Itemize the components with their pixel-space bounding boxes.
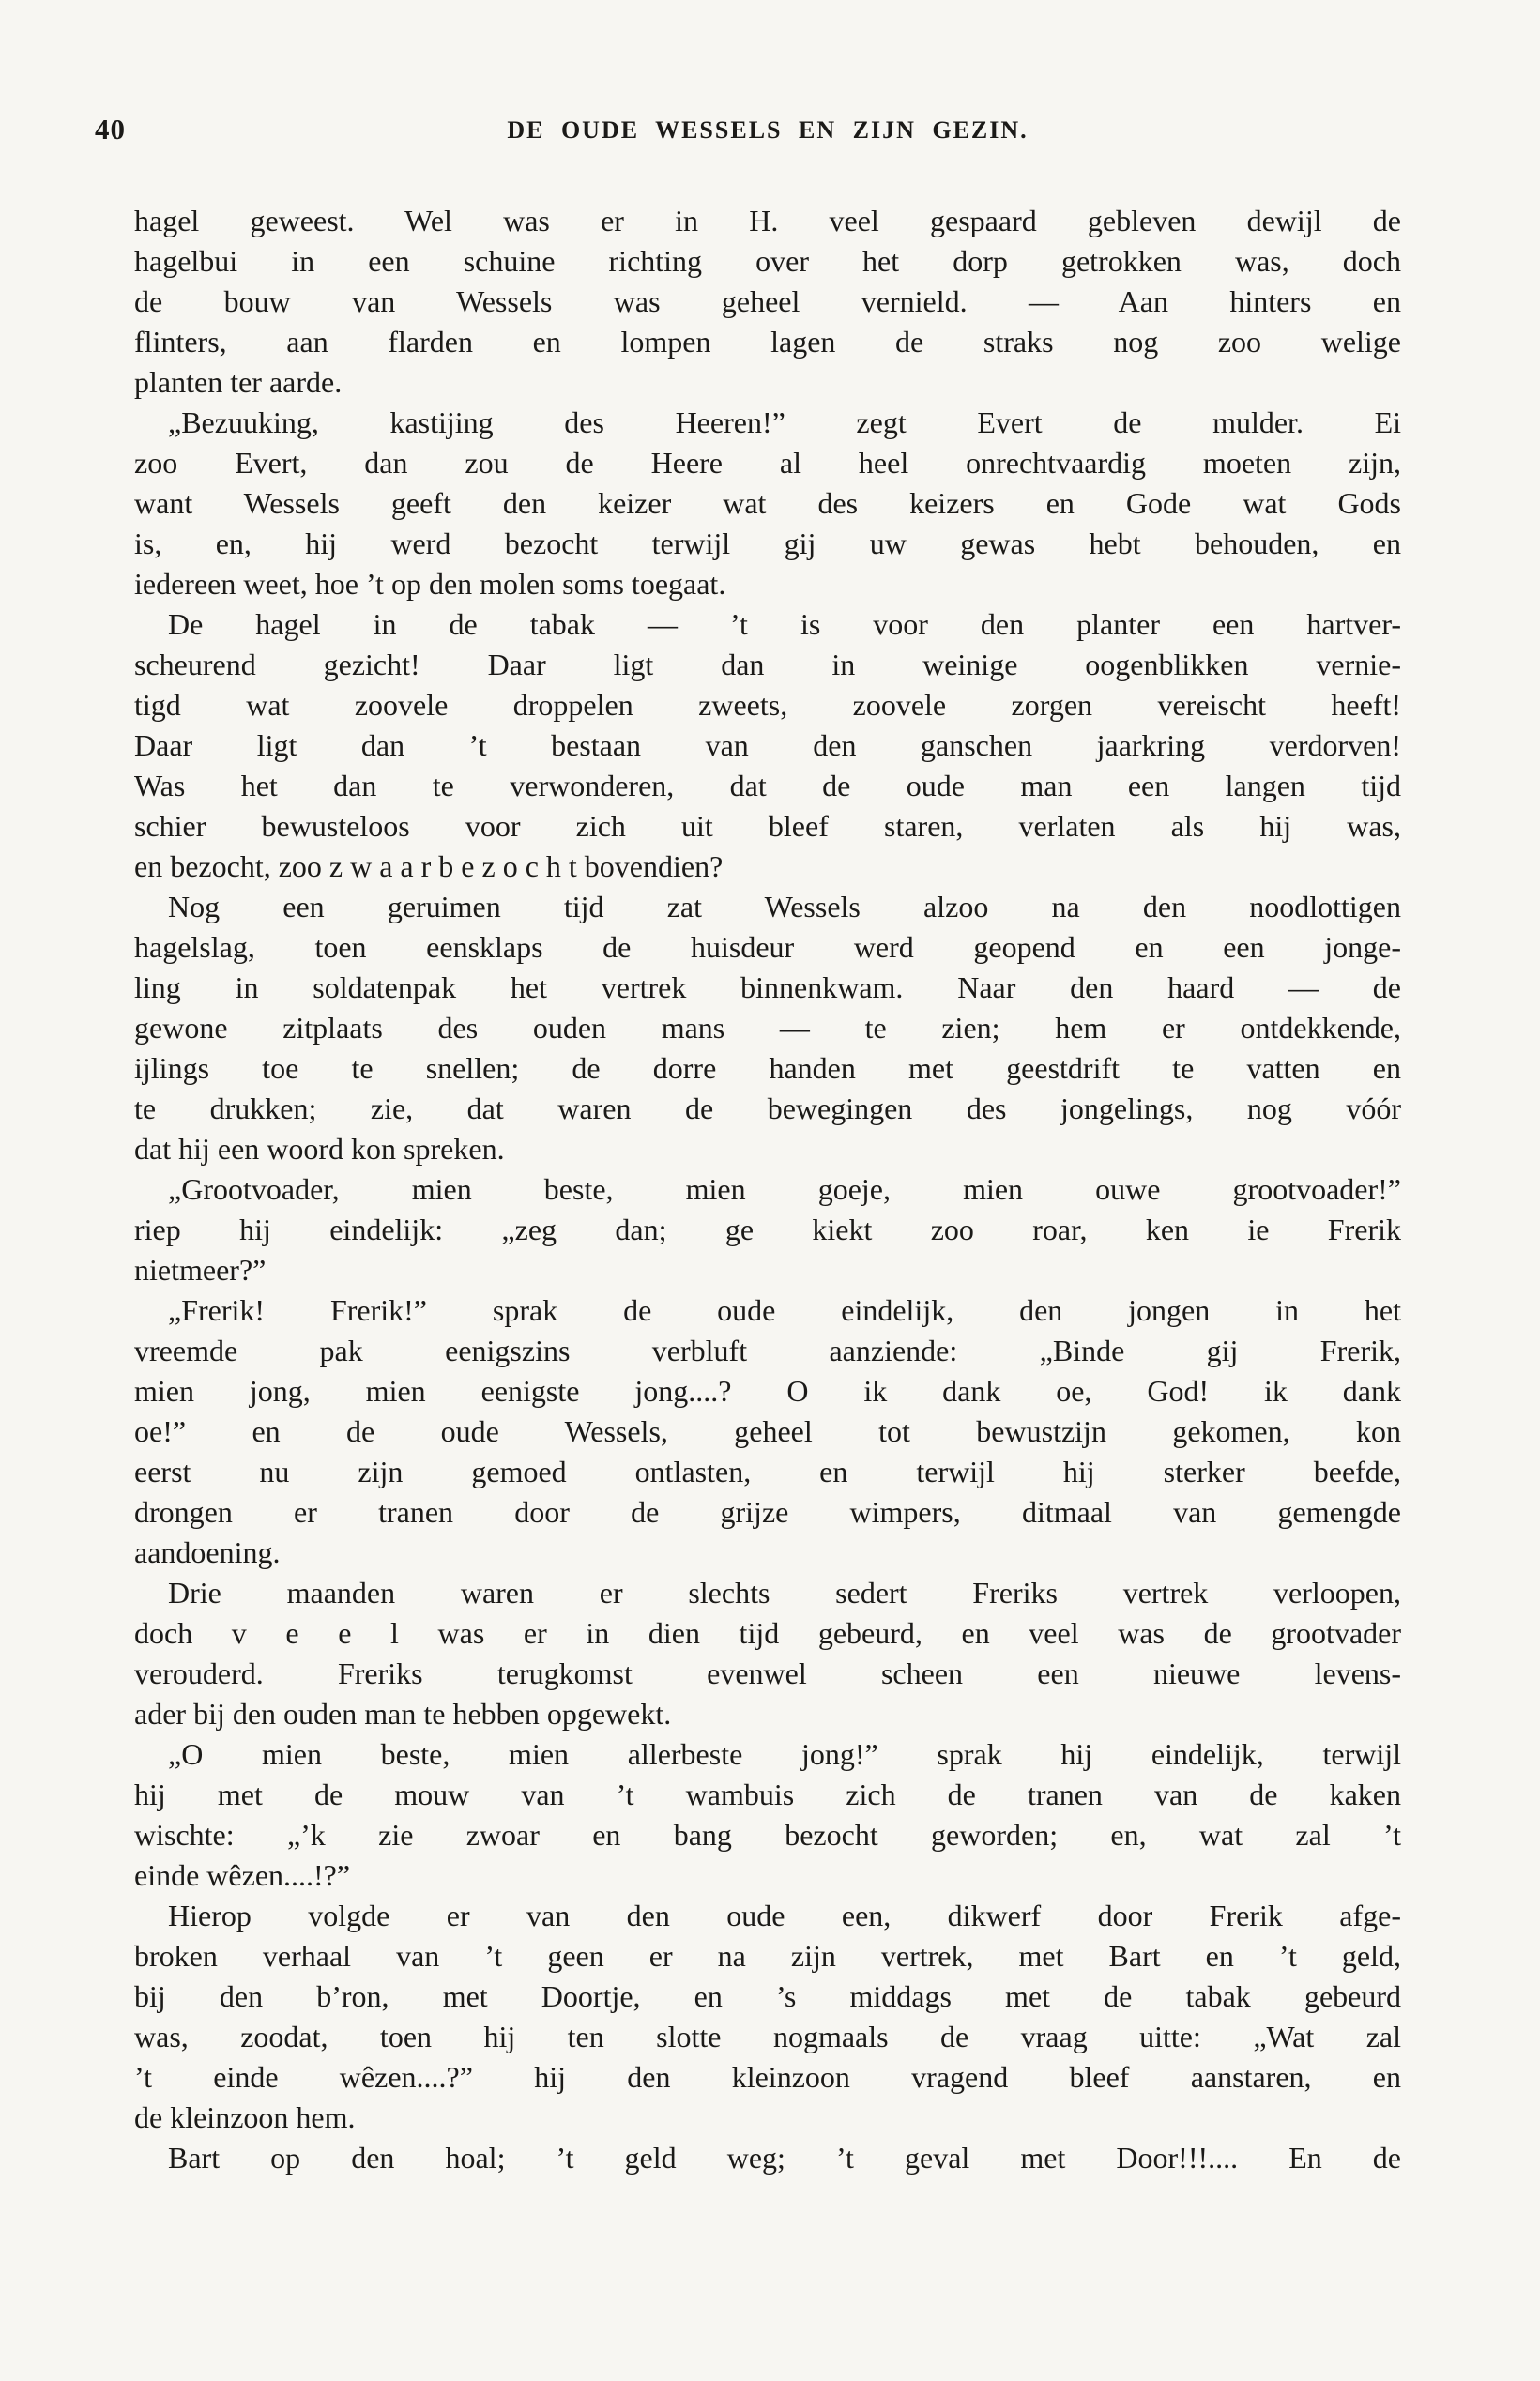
paragraph	[134, 2138, 1401, 2178]
text-line: „Frerik! Frerik!” sprak de oude eindelijk, den jongen in het	[168, 1293, 1401, 1327]
text-line: mien jong, mien eenigste jong....? O ik dank oe, God! ik dank	[134, 1374, 1401, 1408]
text-line: te drukken; zie, dat waren de bewegingen des jongelings, nog vóór	[134, 1091, 1401, 1125]
text-line: zoo Evert, dan zou de Heere al heel onrechtvaardig moeten zijn,	[134, 446, 1401, 480]
text-line: tigd wat zoovele droppelen zweets, zoovele zorgen vereischt heeft!	[134, 688, 1401, 722]
text-line: Daar ligt dan ’t bestaan van den ganschen jaarkring verdorven!	[134, 728, 1401, 762]
text-line: „O mien beste, mien allerbeste jong!” sprak hij eindelijk, terwijl	[168, 1737, 1401, 1771]
paragraph	[134, 1734, 1401, 1896]
text-line: hij met de mouw van ’t wambuis zich de tranen van de kaken	[134, 1778, 1401, 1811]
text-line: Bart op den hoal; ’t geld weg; ’t geval met Door!!!.... En de	[168, 2141, 1401, 2175]
text-line: ader bij den ouden man te hebben opgewekt.	[134, 1697, 672, 1731]
text-line: nietmeer?”	[134, 1253, 267, 1287]
text-line: eerst nu zijn gemoed ontlasten, en terwijl hij sterker beefde,	[134, 1455, 1401, 1488]
text-line: gewone zitplaats des ouden mans — te zien; hem er ontdekkende,	[134, 1011, 1401, 1045]
running-title: DE OUDE WESSELS EN ZIJN GEZIN.	[507, 116, 1029, 144]
text-line: ijlings toe te snellen; de dorre handen met geestdrift te vatten en	[134, 1051, 1401, 1085]
text-line: Nog een geruimen tijd zat Wessels alzoo na den noodlottigen	[168, 890, 1401, 923]
text-line: hagelbui in een schuine richting over het dorp getrokken was, doch	[134, 244, 1401, 278]
text-line: flinters, aan flarden en lompen lagen de straks nog zoo welige	[134, 325, 1401, 359]
paragraph	[134, 403, 1401, 604]
text-line: iedereen weet, hoe ’t op den molen soms toegaat.	[134, 567, 726, 601]
text-line: „Bezuuking, kastijing des Heeren!” zegt Evert de mulder. Ei	[168, 405, 1401, 439]
text-line: aandoening.	[134, 1535, 281, 1569]
text-line: dat hij een woord kon spreken.	[134, 1132, 505, 1166]
text-line: de kleinzoon hem.	[134, 2100, 356, 2134]
text-line: drongen er tranen door de grijze wimpers, ditmaal van gemengde	[134, 1495, 1401, 1529]
text-line: oe!” en de oude Wessels, geheel tot bewustzijn gekomen, kon	[134, 1414, 1401, 1448]
text-line: scheurend gezicht! Daar ligt dan in weinige oogenblikken vernie-	[134, 648, 1401, 681]
text-block	[134, 201, 1401, 2178]
text-line: en bezocht, zoo z w a a r b e z o c h t bovendien?	[134, 849, 724, 883]
text-line: broken verhaal van ’t geen er na zijn vertrek, met Bart en ’t geld,	[134, 1939, 1401, 1973]
text-line: Was het dan te verwonderen, dat de oude man een langen tijd	[134, 769, 1401, 802]
text-line: wischte: „’k zie zwoar en bang bezocht geworden; en, wat zal ’t	[134, 1818, 1401, 1852]
text-line: hagelslag, toen eensklaps de huisdeur werd geopend en een jonge-	[134, 930, 1401, 964]
text-line: De hagel in de tabak — ’t is voor den planter een hartver-	[168, 607, 1401, 641]
text-line: is, en, hij werd bezocht terwijl gij uw gewas hebt behouden, en	[134, 527, 1401, 560]
text-line: ling in soldatenpak het vertrek binnenkwam. Naar den haard — de	[134, 970, 1401, 1004]
text-line: was, zoodat, toen hij ten slotte nogmaals de vraag uitte: „Wat zal	[134, 2020, 1401, 2053]
text-line: schier bewusteloos voor zich uit bleef staren, verlaten als hij was,	[134, 809, 1401, 843]
text-line: vreemde pak eenigszins verbluft aanziende: „Binde gij Frerik,	[134, 1334, 1401, 1367]
paragraph	[134, 1896, 1401, 2138]
page-number: 40	[95, 113, 126, 145]
text-line: Hierop volgde er van den oude een, dikwerf door Frerik afge-	[168, 1899, 1401, 1932]
text-line: einde wêzen....!?”	[134, 1858, 351, 1892]
paragraph	[134, 1290, 1401, 1573]
paragraph	[134, 1169, 1401, 1290]
text-line: want Wessels geeft den keizer wat des keizers en Gode wat Gods	[134, 486, 1401, 520]
text-line: hagel geweest. Wel was er in H. veel gespaard gebleven dewijl de	[134, 204, 1401, 237]
paragraph	[134, 887, 1401, 1169]
text-line: „Grootvoader, mien beste, mien goeje, mien ouwe grootvoader!”	[168, 1172, 1401, 1206]
text-line: verouderd. Freriks terugkomst evenwel scheen een nieuwe levens-	[134, 1656, 1401, 1690]
paragraph	[134, 604, 1401, 887]
text-line: riep hij eindelijk: „zeg dan; ge kiekt zoo roar, ken ie Frerik	[134, 1213, 1401, 1246]
text-line: bij den b’ron, met Doortje, en ’s middags met de tabak gebeurd	[134, 1979, 1401, 2013]
paragraph	[134, 201, 1401, 403]
paragraph	[134, 1573, 1401, 1734]
text-line: Drie maanden waren er slechts sedert Freriks vertrek verloopen,	[168, 1576, 1401, 1610]
text-line: ’t einde wêzen....?” hij den kleinzoon vragend bleef aanstaren, en	[134, 2060, 1401, 2094]
text-line: doch v e e l was er in dien tijd gebeurd, en veel was de grootvader	[134, 1616, 1401, 1650]
page-header	[95, 111, 1401, 154]
text-line: de bouw van Wessels was geheel vernield. — Aan hinters en	[134, 284, 1401, 318]
text-line: planten ter aarde.	[134, 365, 343, 399]
